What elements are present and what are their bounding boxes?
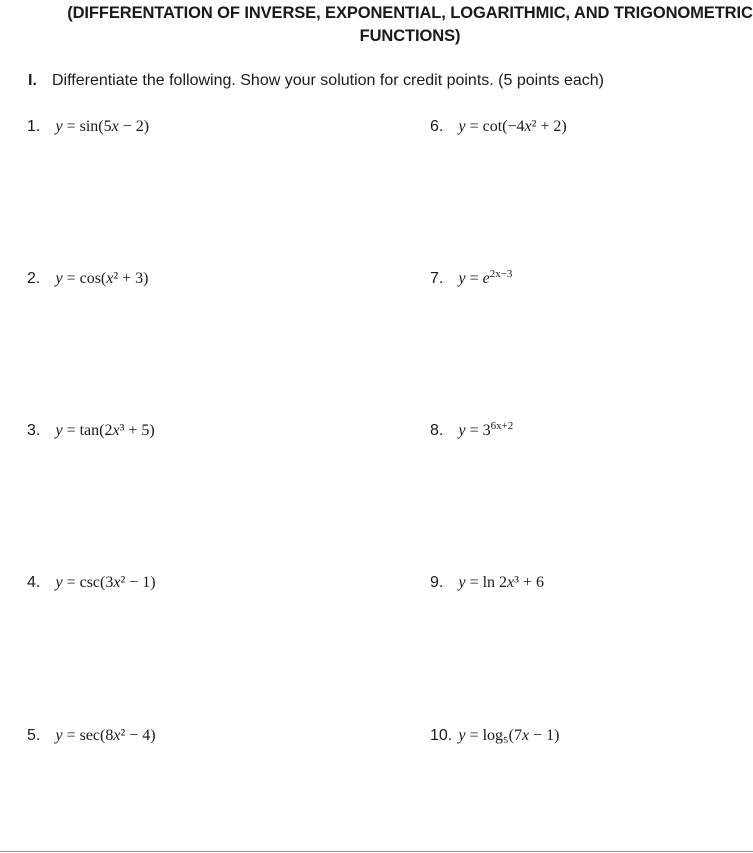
instruction xyxy=(28,70,604,92)
problem-8 xyxy=(430,420,513,442)
problem-expression: y = cos(x² + 3) xyxy=(55,270,149,287)
problem-10 xyxy=(430,725,559,747)
problem-1 xyxy=(27,116,149,138)
worksheet-title xyxy=(40,2,753,48)
problem-number: 2. xyxy=(27,270,41,287)
problem-6 xyxy=(430,116,567,138)
problem-5 xyxy=(27,725,156,747)
problem-expression: y = log₅(7x − 1) xyxy=(458,727,560,744)
problem-expression: y = csc(3x² − 1) xyxy=(55,574,156,591)
problem-9 xyxy=(430,572,544,594)
problem-expression: y = cot(−4x² + 2) xyxy=(458,118,567,135)
problem-expression: y = ln 2x³ + 6 xyxy=(458,574,544,591)
problem-expression: y = sec(8x² − 4) xyxy=(55,727,156,744)
problem-number: 6. xyxy=(430,118,444,135)
title-line-1: (DIFFERENTATION OF INVERSE, EXPONENTIAL, LOGARITHMIC, AND TRIGONOMETRIC xyxy=(67,4,753,22)
problem-number: 7. xyxy=(430,270,444,287)
problem-2 xyxy=(27,268,149,290)
problem-number: 1. xyxy=(27,118,41,135)
problem-3 xyxy=(27,420,155,442)
title-line-2: FUNCTIONS) xyxy=(359,27,461,45)
problem-7 xyxy=(430,268,512,290)
problem-number: 5. xyxy=(27,727,41,744)
problem-expression: $y = 3^{6x+2}$ xyxy=(458,419,514,439)
problem-4 xyxy=(27,572,156,594)
problem-number: 4. xyxy=(27,574,41,591)
problem-number: 8. xyxy=(430,422,444,439)
problem-number: 3. xyxy=(27,422,41,439)
problem-expression: y = tan(2x³ + 5) xyxy=(55,422,155,439)
section-numeral: I. xyxy=(28,72,37,89)
bottom-divider xyxy=(0,851,753,852)
problem-number: 10. xyxy=(430,727,453,744)
instruction-text: Differentiate the following. Show your solution for credit points. (5 points each) xyxy=(52,72,604,89)
problem-expression: $y = e^{2x-3}$ xyxy=(458,267,513,287)
problem-number: 9. xyxy=(430,574,444,591)
problem-expression: y = sin(5x − 2) xyxy=(55,118,150,135)
